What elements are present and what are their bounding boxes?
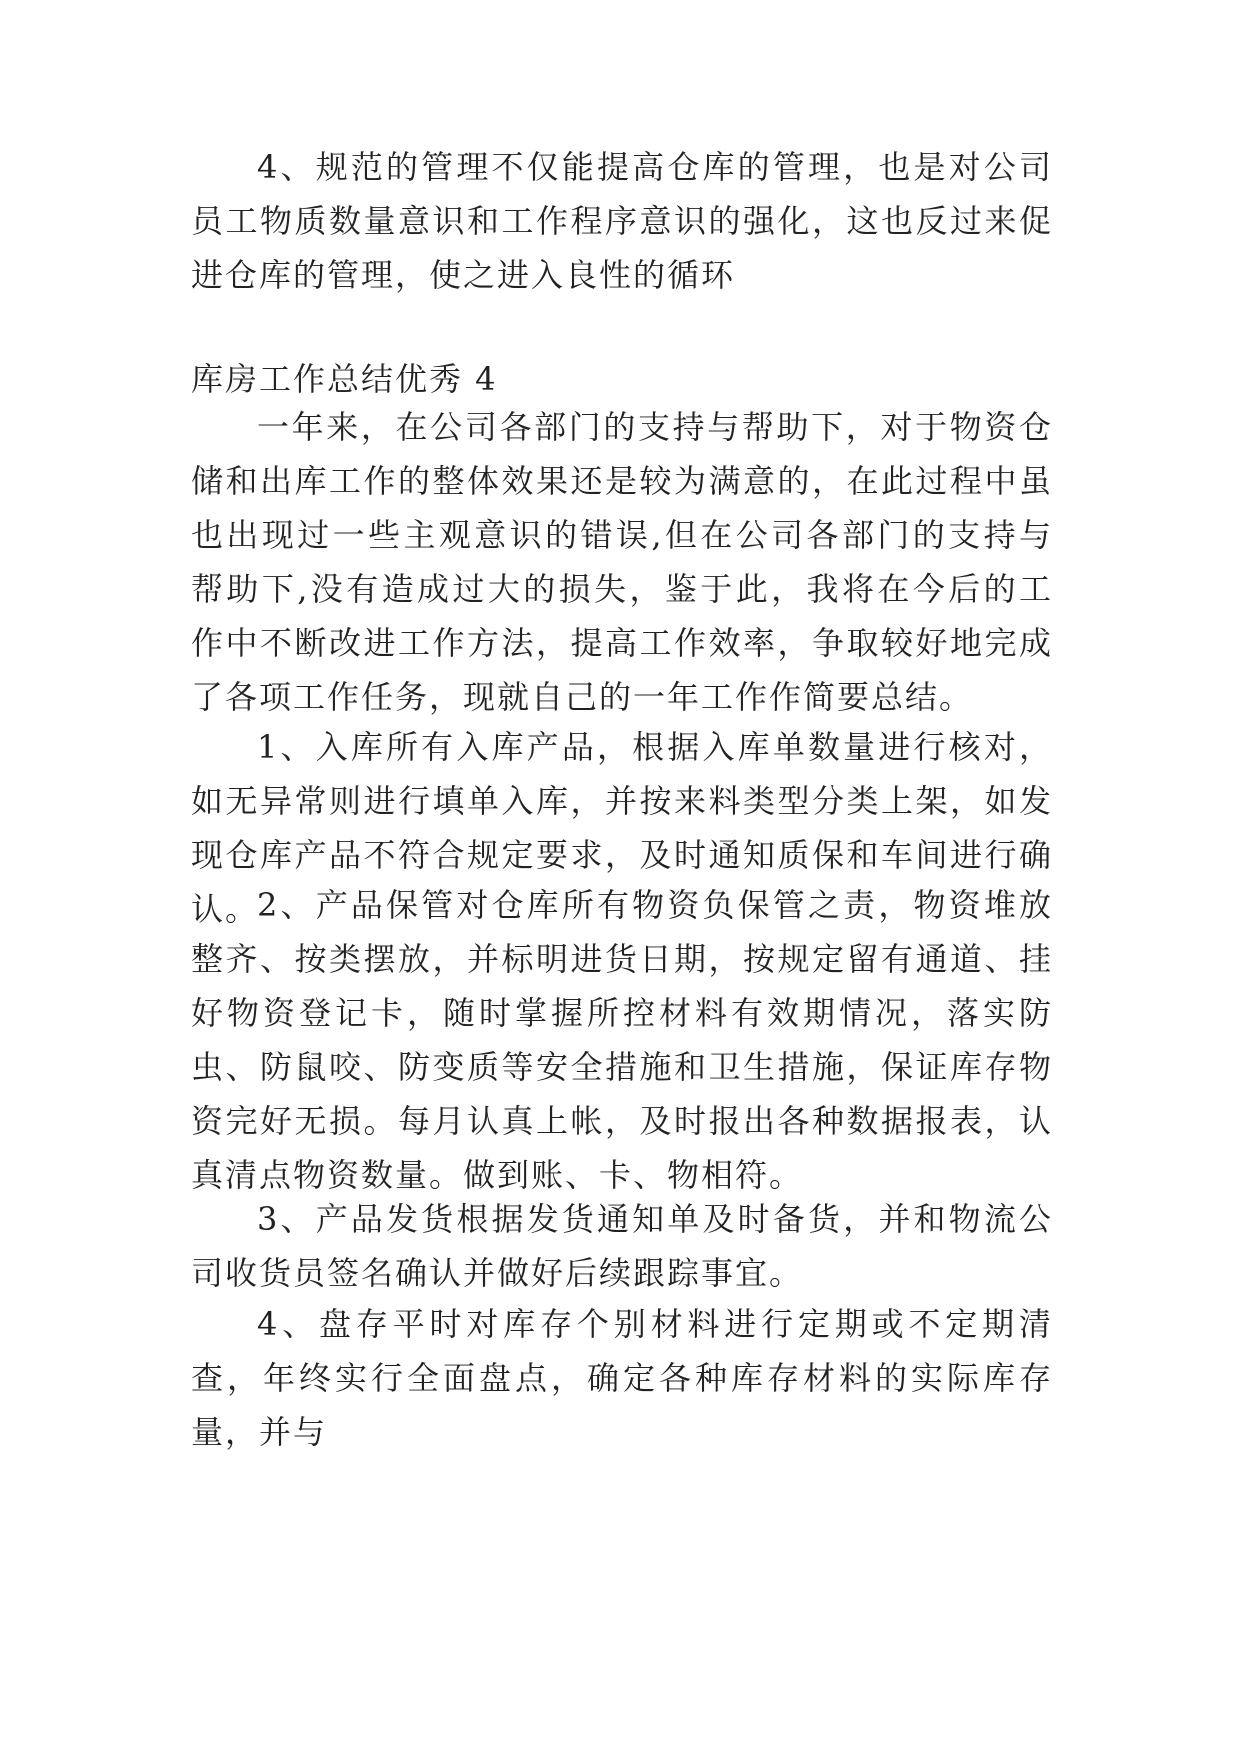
paragraph-management-point-4: 4、规范的管理不仅能提高仓库的管理，也是对公司员工物质数量意识和工作程序意识的强化，这也反过来促进仓库的管理，使之进入良性的循环 <box>191 148 1053 294</box>
paragraph-storage: 2、产品保管对仓库所有物资负保管之责，物资堆放整齐、按类摆放，并标明进货日期，按规定留有通道、挂好物资登记卡，随时掌握所控材料有效期情况，落实防虫、防鼠咬、防变质等安全措施和卫生措施，保证库存物资完好无损。每月认真上帐，及时报出各种数据报表，认真清点物资数量。做到账、卡、物相符。 <box>191 886 1053 1194</box>
paragraph-inventory: 4、盘存平时对库存个别材料进行定期或不定期清查，年终实行全面盘点，确定各种库存材料的实际库存量，并与 <box>191 1305 1053 1451</box>
section-heading: 库房工作总结优秀 4 <box>191 360 498 398</box>
paragraph-inbound: 1、入库所有入库产品，根据入库单数量进行核对，如无异常则进行填单入库，并按来料类型分类上架，如发现仓库产品不符合规定要求，及时通知质保和车间进行确认。 <box>191 728 1053 928</box>
paragraph-intro: 一年来，在公司各部门的支持与帮助下，对于物资仓储和出库工作的整体效果还是较为满意的，在此过程中虽也出现过一些主观意识的错误,但在公司各部门的支持与帮助下,没有造成过大的损失，鉴于此，我将在今后的工作中不断改进工作方法，提高工作效率，争取较好地完成了各项工作任务，现就自己的一年工作作简要总结。 <box>191 408 1053 716</box>
paragraph-shipping: 3、产品发货根据发货通知单及时备货，并和物流公司收货员签名确认并做好后续跟踪事宜。 <box>191 1200 1053 1292</box>
